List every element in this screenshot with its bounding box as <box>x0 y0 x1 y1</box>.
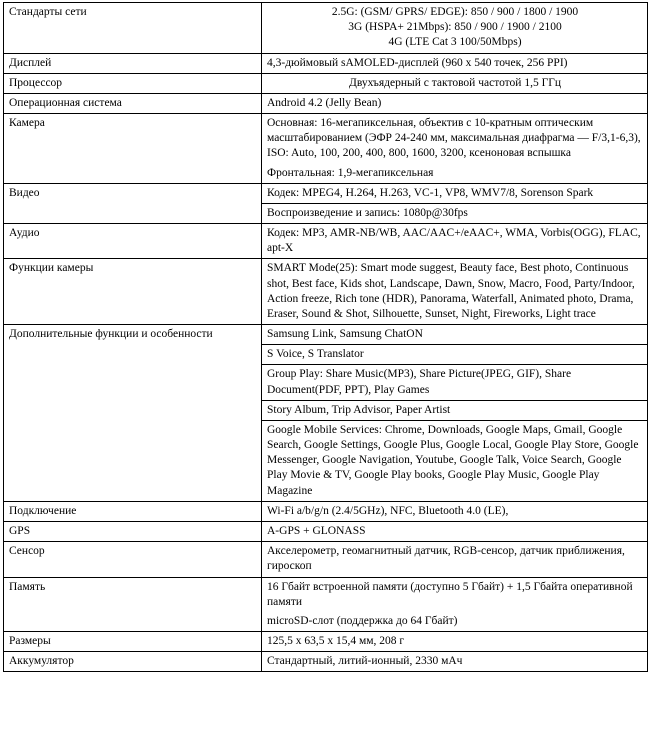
specifications-table-body <box>4 3 648 672</box>
spec-label: Размеры <box>4 632 262 652</box>
spec-label: Аккумулятор <box>4 652 262 672</box>
spec-label: Дополнительные функции и особенности <box>4 325 262 502</box>
spec-value <box>262 93 648 113</box>
table-row <box>4 325 648 502</box>
spec-label: Камера <box>4 114 262 184</box>
spec-label: Процессор <box>4 73 262 93</box>
spec-label: GPS <box>4 521 262 541</box>
spec-label: Стандарты сети <box>4 3 262 54</box>
spec-value-line: Стандартный, литий-ионный, 2330 мАч <box>267 655 463 668</box>
spec-label: Видео <box>4 183 262 223</box>
table-row <box>4 73 648 93</box>
spec-value-subrow <box>262 345 647 365</box>
spec-value-line: Android 4.2 (Jelly Bean) <box>267 96 382 109</box>
spec-value-line: 4G (LTE Cat 3 100/50Mbps) <box>388 36 522 49</box>
spec-value <box>262 73 648 93</box>
spec-value <box>262 224 648 259</box>
spec-value-line: Кодек: MP3, AMR-NB/WB, AAC/AAC+/eAAC+, WMA, Vorbis(OGG), FLAC, apt-X <box>267 227 641 255</box>
table-row <box>4 93 648 113</box>
spec-value-line: SMART Mode(25): Smart mode suggest, Beauty face, Best photo, Continuous shot, Best face, Kids shot, Landscape, Dawn, Snow, Macro, Food, Party/Indoor, Action freeze, Rich tone (HDR), Panorama, Waterfall, Animated photo, Drama, Eraser, Sound & Shot, Silhouette, Sunset, Night, Fireworks, Light trace <box>267 262 635 320</box>
spec-value <box>262 577 648 632</box>
spec-value-subrow <box>262 612 647 631</box>
spec-value-subrow <box>262 400 647 420</box>
table-row <box>4 114 648 184</box>
table-row <box>4 542 648 577</box>
table-row <box>4 224 648 259</box>
spec-value-subrow <box>262 420 647 500</box>
spec-value <box>262 114 648 184</box>
table-row <box>4 183 648 223</box>
spec-value-line: Акселерометр, геомагнитный датчик, RGB-сенсор, датчик приближения, гироскоп <box>267 545 625 573</box>
table-row <box>4 53 648 73</box>
spec-value-line: Кодек: MPEG4, H.264, H.263, VC-1, VP8, WMV7/8, Sorenson Spark <box>262 184 647 204</box>
spec-label: Аудио <box>4 224 262 259</box>
spec-value-line: Story Album, Trip Advisor, Paper Artist <box>262 400 647 420</box>
spec-value-line: Двухъядерный с тактовой частотой 1,5 ГГц <box>348 76 562 89</box>
spec-value-subrow <box>262 325 647 345</box>
spec-value-subrow <box>262 184 647 204</box>
spec-value-line: 16 Гбайт встроенной памяти (доступно 5 Гбайт) + 1,5 Гбайта оперативной памяти <box>267 580 633 608</box>
spec-value-sublist <box>262 184 647 223</box>
spec-value <box>262 325 648 502</box>
table-row <box>4 501 648 521</box>
spec-label: Операционная система <box>4 93 262 113</box>
spec-value-line: Samsung Link, Samsung ChatON <box>262 325 647 345</box>
spec-value-line: 125,5 x 63,5 x 15,4 мм, 208 г <box>267 635 405 648</box>
table-row <box>4 632 648 652</box>
spec-value-line: Фронтальная: 1,9-мегапиксельная <box>267 166 434 179</box>
table-row <box>4 259 648 325</box>
spec-value <box>262 501 648 521</box>
spec-value <box>262 53 648 73</box>
spec-value <box>262 632 648 652</box>
spec-value-line: microSD-слот (поддержка до 64 Гбайт) <box>267 614 458 627</box>
spec-value-line: 3G (HSPA+ 21Mbps): 850 / 900 / 1900 / 2100 <box>348 21 562 34</box>
spec-label: Память <box>4 577 262 632</box>
spec-value <box>262 542 648 577</box>
spec-value <box>262 521 648 541</box>
table-row <box>4 577 648 632</box>
spec-value-subrow <box>262 203 647 223</box>
spec-label: Функции камеры <box>4 259 262 325</box>
spec-value-subrow <box>262 164 647 183</box>
table-row <box>4 652 648 672</box>
spec-value-subrow <box>262 114 647 164</box>
spec-value-subrow <box>262 365 647 400</box>
spec-value-sublist <box>262 325 647 501</box>
spec-value-sublist <box>262 114 647 183</box>
table-row <box>4 521 648 541</box>
spec-value-line: Google Mobile Services: Chrome, Downloads, Google Maps, Gmail, Google Search, Google Settings, Google Plus, Google Local, Google Play Store, Google Messenger, Google Navigation, Youtube, Google Talk, Voice Search, Google Play Movie & TV, Google Play books, Google Play Music, Google Play Magazine <box>267 423 639 497</box>
spec-value <box>262 259 648 325</box>
spec-value-line: 2.5G: (GSM/ GPRS/ EDGE): 850 / 900 / 1800 / 1900 <box>331 6 579 18</box>
spec-value-line: Group Play: Share Music(MP3), Share Picture(JPEG, GIF), Share Document(PDF, PPT), Play Games <box>262 365 647 400</box>
spec-value-line: Основная: 16-мегапиксельная, объектив с 10-кратным оптическим масштабированием (ЭФР 24-240 мм, максимальная диафрагма — F/3,1-6,3), ISO: Auto, 100, 200, 400, 800, 1600, 3200, ксеноновая вспышка <box>267 117 641 160</box>
spec-value-sublist <box>262 578 647 632</box>
spec-label: Сенсор <box>4 542 262 577</box>
spec-value <box>262 3 648 54</box>
spec-value-line: S Voice, S Translator <box>262 345 647 365</box>
spec-label: Подключение <box>4 501 262 521</box>
table-row <box>4 3 648 54</box>
spec-value-line: A-GPS + GLONASS <box>267 524 366 537</box>
spec-value-line: Wi-Fi a/b/g/n (2.4/5GHz), NFC, Bluetooth 4.0 (LE), <box>267 504 509 517</box>
spec-value <box>262 183 648 223</box>
spec-value-subrow <box>262 578 647 612</box>
specifications-table <box>3 2 648 672</box>
spec-label: Дисплей <box>4 53 262 73</box>
spec-value-line: Воспроизведение и запись: 1080p@30fps <box>267 206 468 219</box>
spec-value-line: 4,3-дюймовый sAMOLED-дисплей (960 x 540 точек, 256 PPI) <box>267 56 568 69</box>
spec-value <box>262 652 648 672</box>
